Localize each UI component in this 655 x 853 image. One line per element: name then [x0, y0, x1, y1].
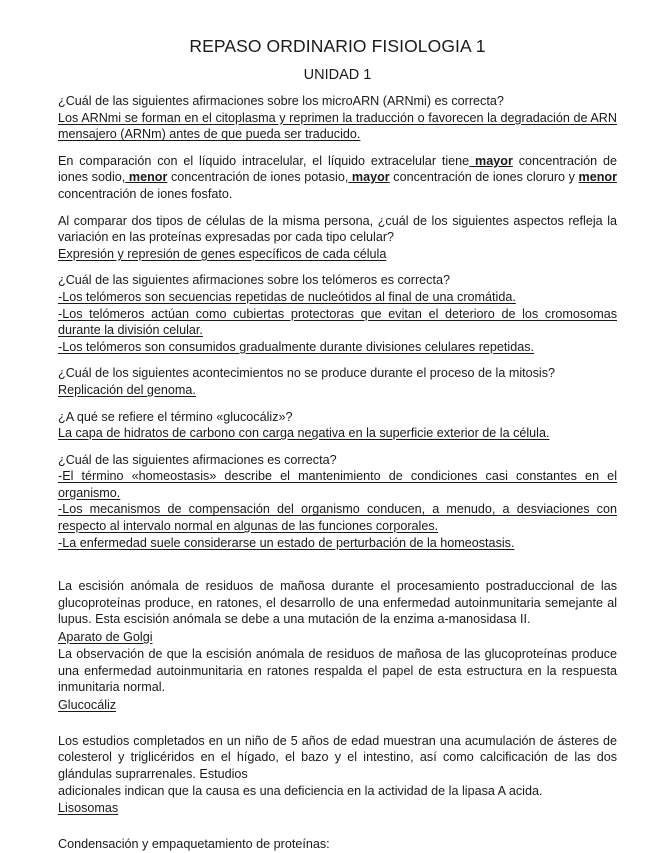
case-text: La observación de que la escisión anómala de residuos de mañosa de las glucoproteínas produce una enfermedad autoinmunitaria en ratones respalda el papel de esta estructura en la respuesta inmunitaria normal.	[58, 647, 617, 695]
answer-text: Expresión y represión de genes específicos de cada célula	[58, 246, 387, 261]
answer-text: Lisosomas	[58, 801, 119, 816]
question-text: ¿Cuál de las siguientes afirmaciones es correcta?	[58, 452, 337, 467]
question-block-golgi	[58, 578, 617, 646]
answer-text: -La enfermedad suele considerarse un estado de perturbación de la homeostasis.	[58, 535, 515, 550]
answer-text: Los ARNmi se forman en el citoplasma y reprimen la traducción o favorecen la degradación de ARN mensajero (ARNm) antes de que pueda ser traducido.	[58, 110, 617, 142]
question-text: ¿Cuál de las siguientes afirmaciones sobre los microARN (ARNmi) es correcta?	[58, 94, 504, 108]
answer-mayor-sodio: mayor	[469, 153, 513, 168]
question-block-glucocaliz-2	[58, 646, 617, 714]
question-block-telomeros	[58, 272, 617, 355]
answer-menor-potasio: menor	[125, 170, 168, 185]
question-block-condensacion	[58, 836, 617, 853]
unit-heading: UNIDAD 1	[303, 67, 372, 83]
question-block-liquido-extracelular	[58, 153, 617, 203]
answer-text: Aparato de Golgi	[58, 630, 153, 645]
question-text: ¿A qué se refiere el término «glucocáliz»?	[58, 409, 293, 424]
question-block-lisosomas	[58, 733, 617, 817]
question-text: ¿Cuál de los siguientes acontecimientos no se produce durante el proceso de la mitosis?	[58, 366, 556, 381]
answer-menor-fosfato: menor	[578, 170, 617, 185]
case-text: La escisión anómala de residuos de mañosa durante el procesamiento postraduccional de las glucoproteínas produce, en ratones, el desarrollo de una enfermedad autoinmunitaria semejante al lupus. Esta escisión anómala se debe a una mutación de la enzima a-manosidasa II.	[58, 579, 617, 627]
question-text: Condensación y empaquetamiento de proteínas:	[58, 837, 330, 852]
question-block-microarn	[58, 93, 617, 143]
answer-text: La capa de hidratos de carbono con carga negativa en la superficie exterior de la célula.	[58, 426, 550, 441]
answer-text: Replicación del genoma.	[58, 382, 196, 397]
question-block-tipos-celulas	[58, 213, 617, 263]
document-title: REPASO ORDINARIO FISIOLOGIA 1	[189, 36, 486, 56]
answer-text: -El término «homeostasis» describe el mantenimiento de condiciones casi constantes en el organismo.	[58, 469, 617, 500]
question-block-homeostasis	[58, 452, 617, 552]
answer-mayor-cloruro: mayor	[348, 170, 390, 185]
answer-text: -Los telómeros son secuencias repetidas de nucleótidos al final de una cromátida.	[58, 289, 516, 304]
answer-text: -Los telómeros son consumidos gradualmente durante divisiones celulares repetidas.	[58, 339, 535, 354]
answer-text: -Los telómeros actúan como cubiertas protectoras que evitan el deterioro de los cromosomas durante la división celular.	[58, 306, 617, 338]
question-block-mitosis	[58, 365, 617, 398]
case-text: Los estudios completados en un niño de 5 años de edad muestran una acumulación de ásteres de colesterol y triglicéridos en el hígado, el bazo y el intestino, así como calcificación de las dos glándulas suprarrenales. Estudios	[58, 733, 617, 781]
fill-in-statement: En comparación con el líquido intracelular, el líquido extracelular tiene mayor concentración de iones sodio, menor concentración de iones potasio, mayor concentración de iones cloruro y menor concentración de iones fosfato.	[58, 153, 617, 201]
question-text: ¿Cuál de las siguientes afirmaciones sobre los telómeros es correcta?	[58, 273, 450, 288]
question-text: Al comparar dos tipos de células de la misma persona, ¿cuál de los siguientes aspectos refleja la variación en las proteínas expresadas por cada tipo celular?	[58, 213, 617, 245]
case-text-continued: adicionales indican que la causa es una deficiencia en la actividad de la lipasa A acida.	[58, 783, 543, 798]
question-block-glucocaliz	[58, 409, 617, 442]
answer-text: -Los mecanismos de compensación del organismo conducen, a menudo, a desviaciones con respecto al intervalo normal en algunas de las funciones corporales.	[58, 502, 617, 534]
answer-text: Glucocáliz	[58, 697, 117, 712]
